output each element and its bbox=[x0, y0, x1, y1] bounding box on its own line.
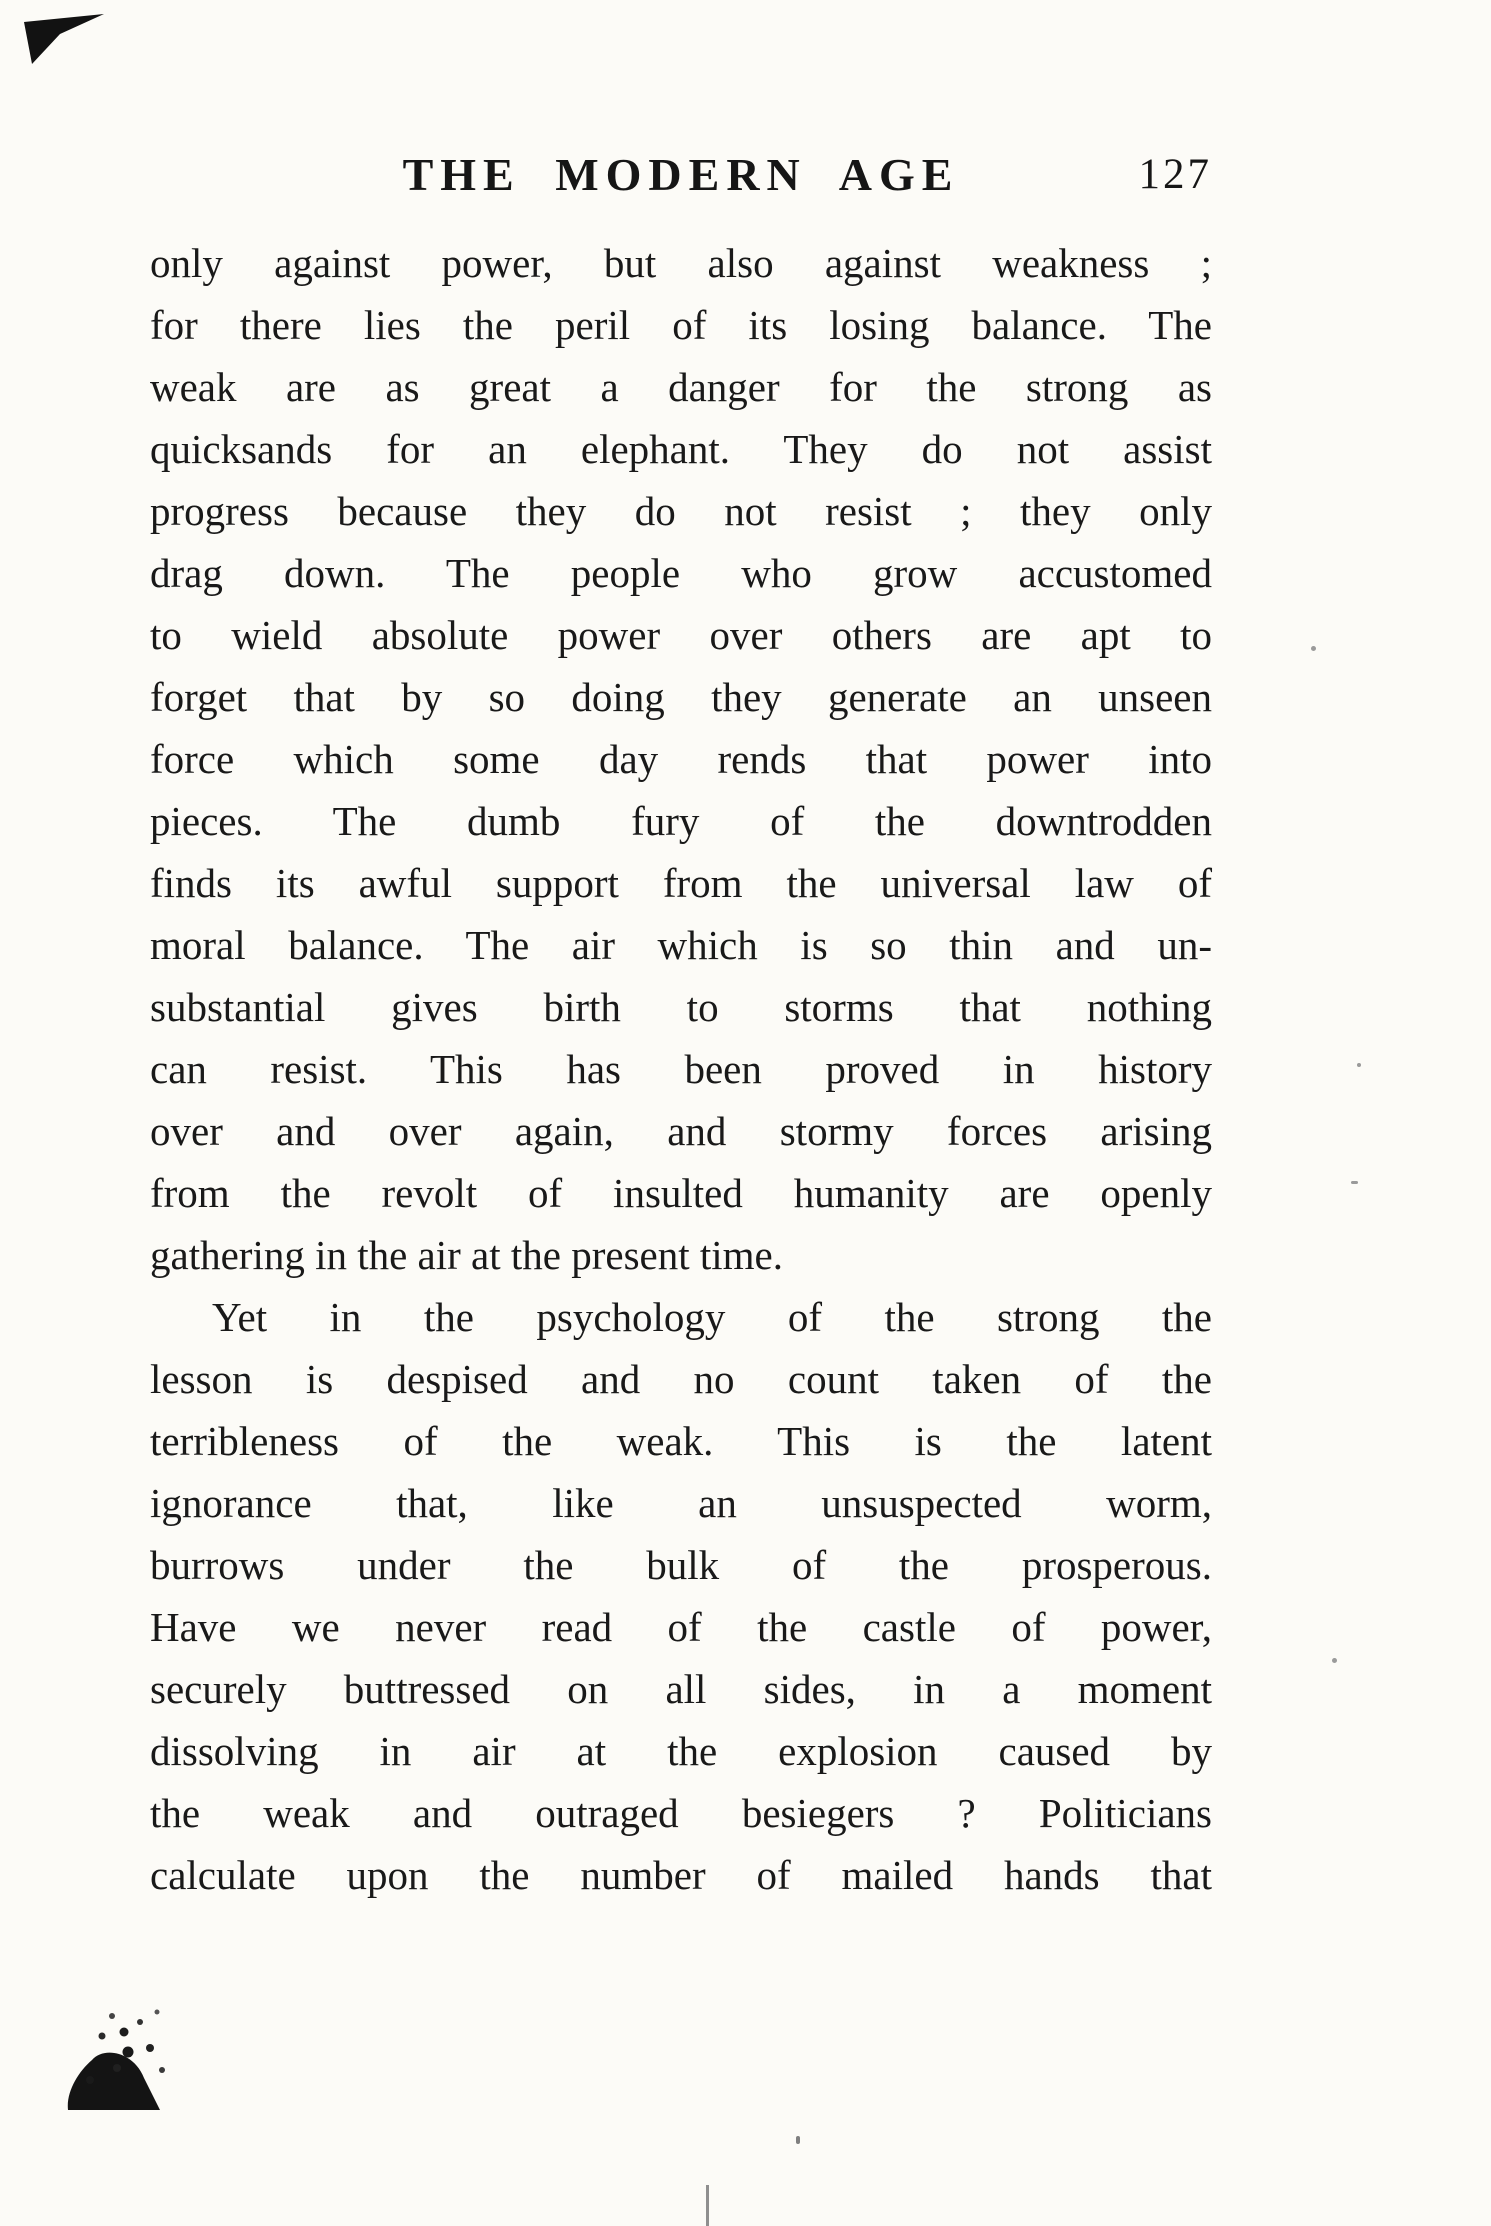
scan-speck bbox=[1311, 646, 1316, 651]
text-line: pieces. The dumb fury of the downtrodden bbox=[150, 798, 1212, 844]
text-line: drag down. The people who grow accustomed bbox=[150, 550, 1212, 596]
text-line: substantial gives birth to storms that nothing bbox=[150, 984, 1212, 1030]
scan-speck bbox=[1351, 1181, 1358, 1184]
text-line: terribleness of the weak. This is the latent bbox=[150, 1418, 1212, 1464]
text-line: progress because they do not resist ; they only bbox=[150, 488, 1212, 534]
text-line: from the revolt of insulted humanity are openly bbox=[150, 1170, 1212, 1216]
text-line: calculate upon the number of mailed hands that bbox=[150, 1852, 1212, 1898]
text-line: only against power, but also against weakness ; bbox=[150, 240, 1212, 286]
text-line: for there lies the peril of its losing balance. The bbox=[150, 302, 1212, 348]
text-line: over and over again, and stormy forces arising bbox=[150, 1108, 1212, 1154]
text-line: Have we never read of the castle of power, bbox=[150, 1604, 1212, 1650]
scan-speck bbox=[1332, 1658, 1337, 1663]
text-line: lesson is despised and no count taken of the bbox=[150, 1356, 1212, 1402]
page-number: 127 bbox=[1138, 151, 1212, 198]
text-line: to wield absolute power over others are apt to bbox=[150, 612, 1212, 658]
text-line: forget that by so doing they generate an unseen bbox=[150, 674, 1212, 720]
scan-speck bbox=[1357, 1063, 1361, 1067]
text-line: gathering in the air at the present time. bbox=[150, 1232, 783, 1278]
text-line: finds its awful support from the universal law of bbox=[150, 860, 1212, 906]
text-line: moral balance. The air which is so thin and un- bbox=[150, 922, 1212, 968]
text-line: the weak and outraged besiegers ? Politicians bbox=[150, 1790, 1212, 1836]
text-line: burrows under the bulk of the prosperous. bbox=[150, 1542, 1212, 1588]
paragraph bbox=[150, 1286, 1212, 1906]
text-line: can resist. This has been proved in history bbox=[150, 1046, 1212, 1092]
text-block bbox=[150, 232, 1212, 1906]
page-header bbox=[150, 148, 1212, 212]
text-line: securely buttressed on all sides, in a moment bbox=[150, 1666, 1212, 1712]
ink-smudge-blot-icon bbox=[62, 1992, 177, 2117]
torn-corner-ink-mark-icon bbox=[24, 14, 106, 71]
running-title: THE MODERN AGE bbox=[402, 149, 960, 200]
text-line: dissolving in air at the explosion caused by bbox=[150, 1728, 1212, 1774]
paragraph bbox=[150, 232, 1212, 1286]
text-line: Yet in the psychology of the strong the bbox=[212, 1294, 1212, 1340]
scan-speck bbox=[796, 2136, 800, 2144]
text-line: force which some day rends that power into bbox=[150, 736, 1212, 782]
text-line: weak are as great a danger for the strong as bbox=[150, 364, 1212, 410]
text-line: quicksands for an elephant. They do not assist bbox=[150, 426, 1212, 472]
text-line: ignorance that, like an unsuspected worm, bbox=[150, 1480, 1212, 1526]
scan-fold-line bbox=[706, 2185, 709, 2226]
